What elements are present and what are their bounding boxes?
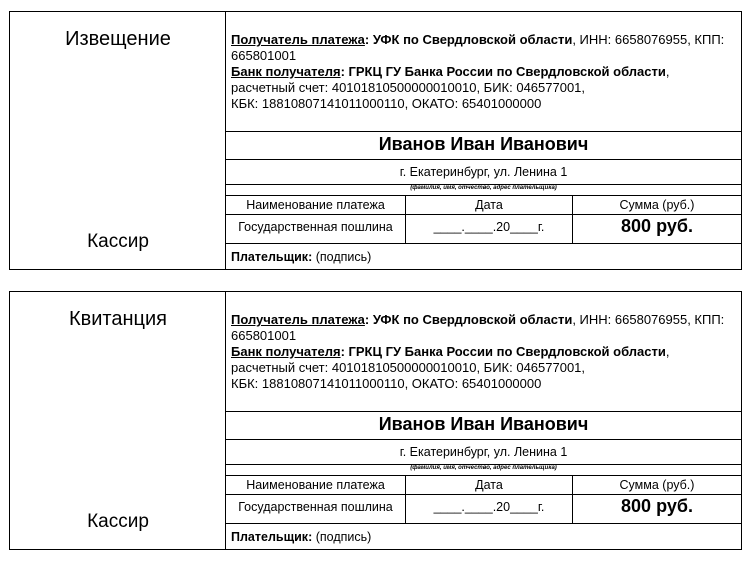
notice-left-column [10,12,226,269]
divider [226,159,741,160]
divider [226,475,741,476]
divider [226,439,741,440]
account-line: расчетный счет: 40101810500000010010, БИК: 046577001, [231,80,586,95]
bank-label: Банк получателя [231,344,341,359]
recipient-value: УФК по Свердловской области [372,32,573,47]
receipt-form [9,291,742,550]
notice-details [226,12,741,269]
payer-signature-line [231,250,371,264]
form-title: Квитанция [68,308,167,330]
column-header-date: Дата [475,478,503,492]
recipient-info: Получатель платежа: УФК по Свердловской области, ИНН: 6658076955, КПП: 665801001 Банк получателя: ГРКЦ ГУ Банка России по Свердловской области, расчетный счет: 40101810500000010010, БИК: 046577001, КБК: 18810807141011000110, ОКАТО: 65401000000 [231,32,736,112]
payment-amount: 800 руб. [621,216,693,236]
bank-value: ГРКЦ ГУ Банка России по Свердловской области [348,344,666,359]
recipient-inn-kpp: , ИНН: 6658076955, КПП: [572,312,725,327]
recipient-info: Получатель платежа: УФК по Свердловской области, ИНН: 6658076955, КПП: 665801001 Банк получателя: ГРКЦ ГУ Банка России по Свердловской области, расчетный счет: 40101810500000010010, БИК: 046577001, КБК: 18810807141011000110, ОКАТО: 65401000000 [231,312,736,392]
payer-label: Плательщик: [231,250,313,264]
address-caption: (фамилия, имя, отчество, адрес плательщика) [410,185,557,191]
payment-name: Государственная пошлина [238,220,393,234]
divider [226,243,741,244]
divider [226,523,741,524]
payer-address: г. Екатеринбург, ул. Ленина 1 [399,165,568,179]
recipient-label: Получатель платежа [231,32,365,47]
cashier-label: Кассир [87,511,149,532]
receipt-details [226,292,741,549]
payment-name: Государственная пошлина [238,500,393,514]
column-header-payment: Наименование платежа [246,478,385,492]
payment-date: ____.____.20____г. [433,220,545,234]
column-header-sum: Сумма (руб.) [619,198,695,212]
kbk-line: КБК: 18810807141011000110, ОКАТО: 65401000000 [231,96,542,111]
payer-sign: (подпись) [315,250,372,264]
divider [226,494,741,495]
payer-name: Иванов Иван Иванович [378,134,589,154]
bank-tail: , [665,344,670,359]
payer-label: Плательщик: [231,530,313,544]
payer-address: г. Екатеринбург, ул. Ленина 1 [399,445,568,459]
payment-date: ____.____.20____г. [433,500,545,514]
bank-value: ГРКЦ ГУ Банка России по Свердловской области [348,64,666,79]
column-header-date: Дата [475,198,503,212]
account-line: расчетный счет: 40101810500000010010, БИК: 046577001, [231,360,586,375]
kbk-line: КБК: 18810807141011000110, ОКАТО: 65401000000 [231,376,542,391]
receipt-left-column [10,292,226,549]
divider [226,195,741,196]
column-header-payment: Наименование платежа [246,198,385,212]
payer-sign: (подпись) [315,530,372,544]
address-caption: (фамилия, имя, отчество, адрес плательщика) [410,465,557,471]
form-title: Извещение [65,28,171,50]
bank-tail: , [665,64,670,79]
recipient-kpp-value: 665801001 [231,328,297,343]
divider [226,214,741,215]
bank-label: Банк получателя [231,64,341,79]
payer-name: Иванов Иван Иванович [378,414,589,434]
column-header-sum: Сумма (руб.) [619,478,695,492]
payer-signature-line [231,530,371,544]
recipient-kpp-value: 665801001 [231,48,297,63]
divider [226,131,741,132]
recipient-value: УФК по Свердловской области [372,312,573,327]
notice-form [9,11,742,270]
payment-amount: 800 руб. [621,496,693,516]
recipient-label: Получатель платежа [231,312,365,327]
cashier-label: Кассир [87,231,149,252]
divider [226,411,741,412]
recipient-inn-kpp: , ИНН: 6658076955, КПП: [572,32,725,47]
